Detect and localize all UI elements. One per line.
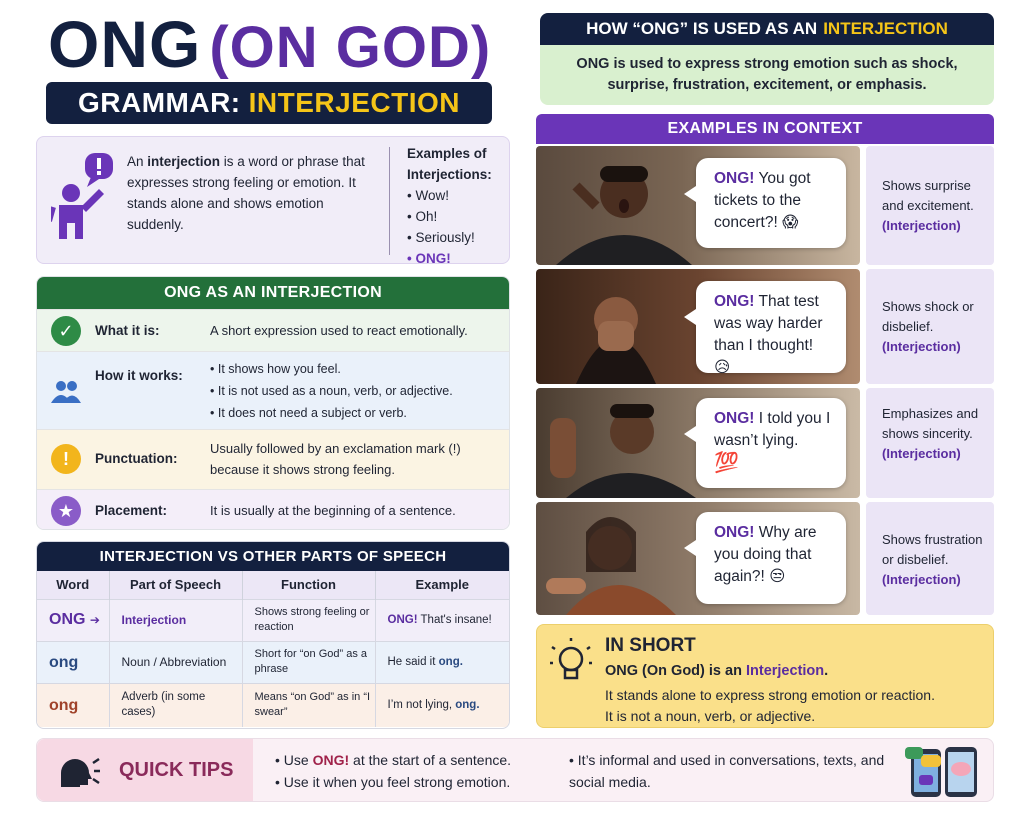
grammar-value: INTERJECTION <box>248 87 460 118</box>
star-icon: ★ <box>51 496 81 526</box>
speech-bubble: ONG! You got tickets to the concert?! 😱 <box>696 158 846 248</box>
panel-header: HOW “ONG” IS USED AS AN INTERJECTION <box>540 13 994 45</box>
list-item: • Use it when you feel strong emotion. <box>275 771 511 793</box>
column-header: Part of Speech <box>109 571 242 599</box>
table-header: INTERJECTION VS OTHER PARTS OF SPEECH <box>37 542 509 571</box>
quick-tips-panel <box>36 738 994 802</box>
in-short-summary: ONG (On God) is an Interjection. <box>605 663 829 679</box>
exclamation-icon: ! <box>51 444 81 474</box>
example-row <box>536 269 994 384</box>
examples-header: EXAMPLES IN CONTEXT <box>536 114 994 144</box>
page-title <box>48 6 491 82</box>
speech-bubble: ONG! Why are you doing that again?! 😒 <box>696 512 846 604</box>
person-shocked-image <box>536 269 696 384</box>
speech-bubble: ONG! I told you I wasn’t lying. 💯 <box>696 398 846 488</box>
table-row: ONG ➔ Interjection Shows strong feeling or reaction ONG! That's insane! <box>37 599 509 641</box>
definition-text: An interjection is a word or phrase that expresses strong feeling or emotion. It stands alone and shows emotion suddenly. <box>127 154 365 232</box>
grammar-label: GRAMMAR: <box>78 87 241 118</box>
row-value: Usually followed by an exclamation mark (!) because it shows strong feeling. <box>210 441 461 477</box>
arrow-icon: ➔ <box>89 613 100 627</box>
hundred-emoji-icon: 💯 <box>714 452 739 474</box>
how-used-panel <box>540 13 994 105</box>
example-note: Emphasizes and shows sincerity. (Interjection) <box>866 388 994 498</box>
examples-heading: Examples of Interjections: <box>407 146 492 182</box>
lightbulb-icon <box>549 637 593 687</box>
list-item: • It’s informal and used in conversations, texts, and social media. <box>569 749 889 793</box>
example-row <box>536 146 994 265</box>
tips-list-2 <box>569 749 889 793</box>
column-header: Word <box>37 571 109 599</box>
emoji-scream: 😱 <box>782 214 799 231</box>
example-note: Shows frustration or disbelief. (Interjection) <box>866 502 994 615</box>
person-speaking-icon <box>51 149 117 241</box>
emoji-sad: 😥 <box>714 359 731 376</box>
in-short-details: It stands alone to express strong emotion or reaction. It is not a noun, verb, or adjective. <box>605 687 935 724</box>
row-label: Punctuation: <box>95 451 178 466</box>
list-item: • Seriously! <box>407 230 475 245</box>
people-icon <box>51 376 81 406</box>
check-icon: ✓ <box>51 316 81 346</box>
row-label: How it works: <box>95 368 183 383</box>
info-row-what <box>37 309 510 351</box>
info-row-punctuation <box>37 429 510 489</box>
tips-list-1 <box>275 749 511 793</box>
examples-list <box>407 143 507 269</box>
row-value: It is usually at the beginning of a sentence. <box>210 503 456 518</box>
info-row-how <box>37 351 510 429</box>
speech-bubble: ONG! That test was way harder than I thought! 😥 <box>696 281 846 373</box>
info-row-placement <box>37 489 510 530</box>
comparison-table <box>36 541 510 729</box>
person-shocked-image <box>536 146 696 265</box>
list-item: • Use ONG! at the start of a sentence. <box>275 749 511 771</box>
example-row <box>536 388 994 498</box>
example-row <box>536 502 994 615</box>
row-value: A short expression used to react emotionally. <box>210 323 468 338</box>
divider <box>389 147 390 255</box>
list-item: • Oh! <box>407 209 438 224</box>
example-note: Shows shock or disbelief. (Interjection) <box>866 269 994 384</box>
speaking-head-icon <box>57 751 101 791</box>
tips-title-area <box>37 739 253 801</box>
column-header: Function <box>242 571 375 599</box>
emoji-unamused: 😒 <box>769 568 786 585</box>
tips-title: QUICK TIPS <box>119 759 234 781</box>
panel-header: ONG AS AN INTERJECTION <box>37 277 509 309</box>
grammar-banner <box>46 82 492 124</box>
table-row: ong Noun / Abbreviation Short for “on God” as a phrase He said it ong. <box>37 641 509 683</box>
in-short-panel <box>536 624 994 728</box>
row-bullets: • It shows how you feel. • It is not used as a noun, verb, or adjective. • It does not need a subject or verb. <box>210 362 453 420</box>
list-item: • ONG! <box>407 251 451 266</box>
title-main: ONG <box>48 7 202 81</box>
title-sub: (ON GOD) <box>209 15 492 80</box>
panel-body: ONG is used to express strong emotion such as shock, surprise, frustration, excitement, or emphasis. <box>540 45 994 105</box>
row-label: What it is: <box>95 323 160 338</box>
table-row: ong Adverb (in some cases) Means “on God” as in “I swear” I’m not lying, ong. <box>37 683 509 727</box>
person-serious-image <box>536 388 696 498</box>
definition-term: interjection <box>147 154 221 169</box>
definition-box <box>36 136 510 264</box>
ong-as-interjection-panel <box>36 276 510 530</box>
list-item: • Wow! <box>407 188 449 203</box>
person-frustrated-image <box>536 502 696 615</box>
column-header: Example <box>375 571 509 599</box>
phones-chat-icon <box>905 743 981 799</box>
example-note: Shows surprise and excitement. (Interjection) <box>866 146 994 265</box>
in-short-title: IN SHORT <box>605 635 696 656</box>
row-label: Placement: <box>95 503 168 518</box>
